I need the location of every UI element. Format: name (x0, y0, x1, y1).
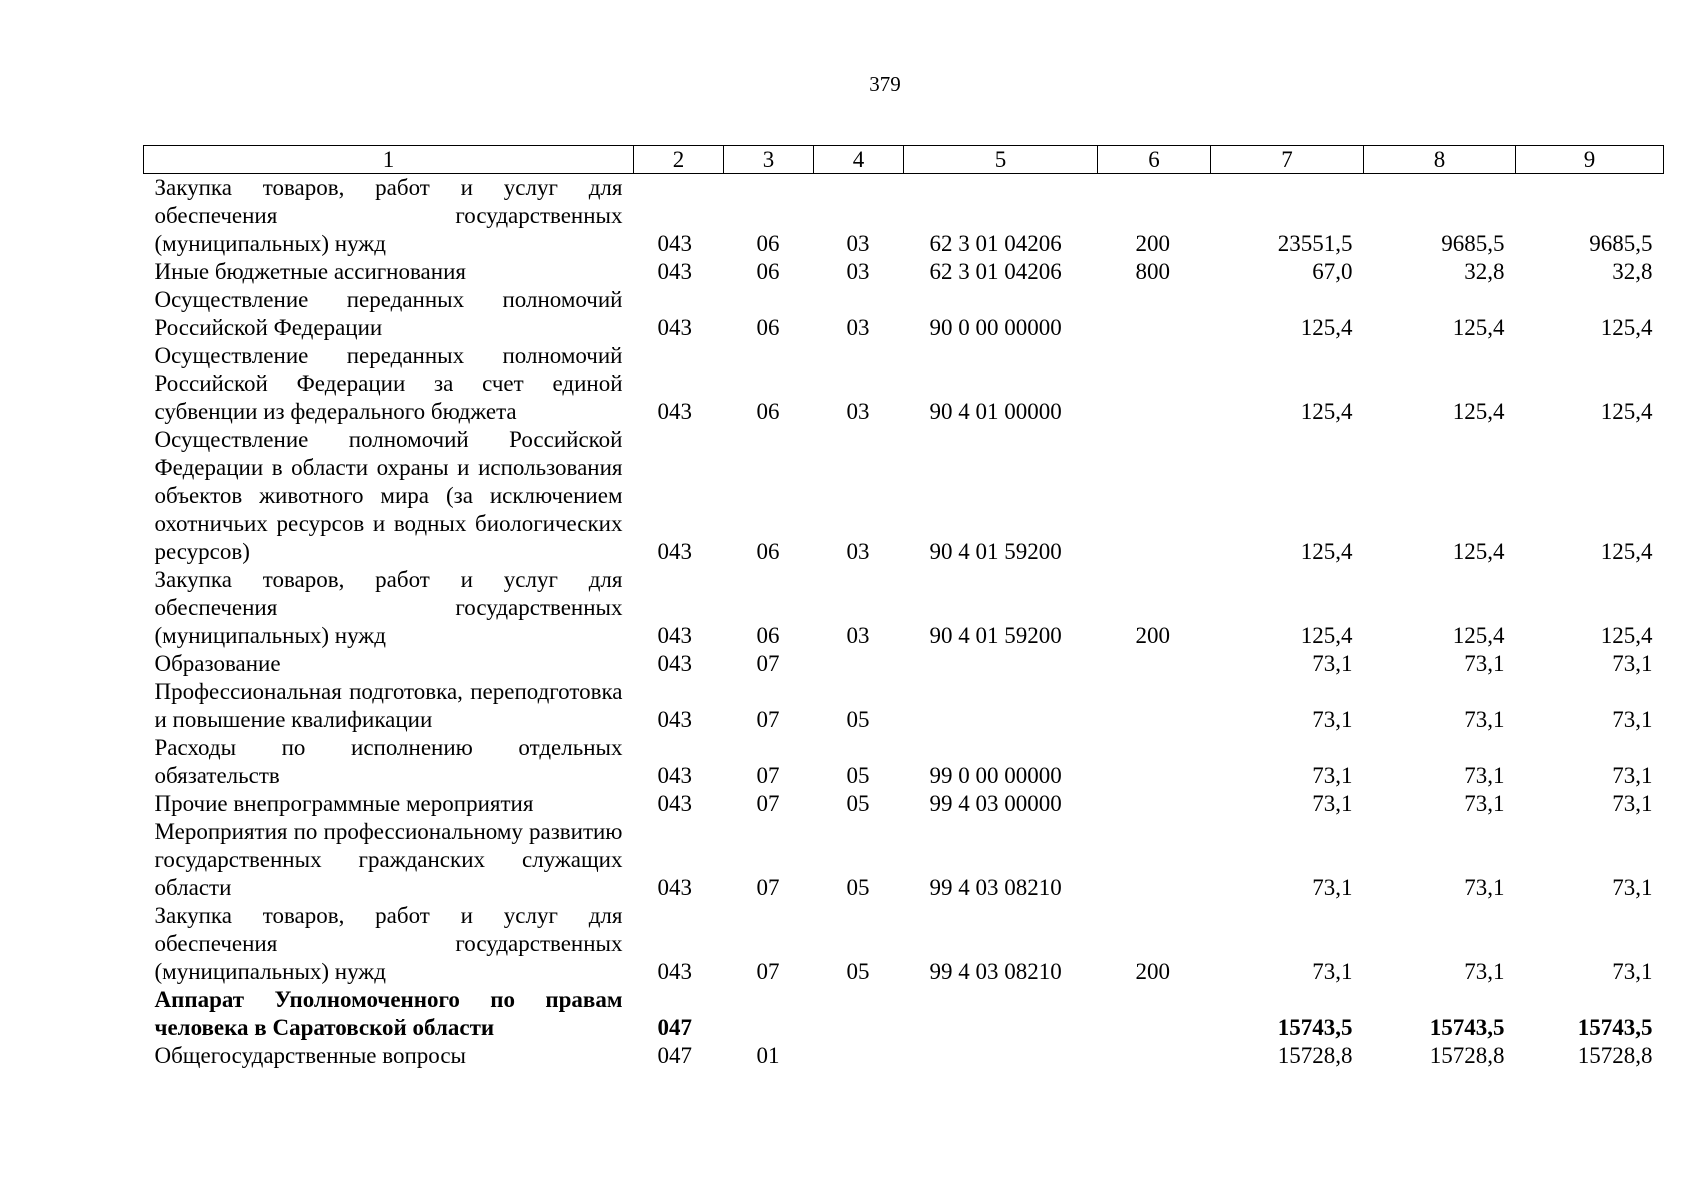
ministry-code-cell: 043 (657, 315, 692, 340)
expense-type-cell (1098, 818, 1211, 902)
amount-cell: 73,1 (1612, 651, 1653, 676)
expense-type-cell (1098, 1042, 1211, 1070)
expense-type-cell: 800 (1135, 259, 1170, 284)
subsection-code-cell: 03 (846, 259, 870, 284)
table-row (144, 986, 1664, 1042)
table-header-row (144, 146, 1664, 174)
amount-cell: 9685,5 (1589, 231, 1653, 256)
expense-name-cell: Мероприятия по профессиональному развитию государственных гражданских служащих области (154, 819, 623, 900)
amount-cell: 125,4 (1600, 539, 1653, 564)
section-code-cell: 07 (756, 651, 780, 676)
ministry-code-cell: 047 (657, 1043, 692, 1068)
expense-name-cell: Осуществление полномочий Российской Федерации в области охраны и использования объектов животного мира (за исключением охотничьих ресурсов и водных биологических ресурсов) (154, 427, 623, 564)
table-row (144, 818, 1664, 902)
column-header: 5 (904, 146, 1098, 174)
amount-cell: 73,1 (1464, 791, 1505, 816)
budget-table (143, 145, 1664, 1070)
subsection-code-cell: 05 (846, 763, 870, 788)
subsection-code-cell: 05 (846, 791, 870, 816)
section-code-cell: 06 (756, 399, 780, 424)
amount-cell: 73,1 (1312, 791, 1353, 816)
expense-name-cell: Аппарат Уполномоченного по правам человека в Саратовской области (154, 987, 623, 1040)
amount-cell: 9685,5 (1441, 231, 1505, 256)
subsection-code-cell: 03 (846, 399, 870, 424)
ministry-code-cell: 043 (657, 259, 692, 284)
expense-type-cell: 200 (1135, 231, 1170, 256)
target-article-cell (904, 1042, 1098, 1070)
table-row (144, 426, 1664, 566)
expense-type-cell (1098, 734, 1211, 790)
target-article-cell (904, 650, 1098, 678)
amount-cell: 15743,5 (1277, 1015, 1353, 1040)
amount-cell: 125,4 (1300, 623, 1353, 648)
subsection-code-cell: 03 (846, 231, 870, 256)
target-article-cell: 99 4 03 00000 (929, 791, 1062, 816)
ministry-code-cell: 043 (657, 539, 692, 564)
amount-cell: 15728,8 (1277, 1043, 1353, 1068)
expense-name-cell: Общегосударственные вопросы (154, 1043, 466, 1068)
amount-cell: 125,4 (1452, 315, 1505, 340)
subsection-code-cell: 05 (846, 959, 870, 984)
column-header: 1 (144, 146, 634, 174)
amount-cell: 67,0 (1312, 259, 1353, 284)
ministry-code-cell: 043 (657, 399, 692, 424)
amount-cell: 125,4 (1452, 539, 1505, 564)
table-row (144, 790, 1664, 818)
expense-type-cell (1098, 678, 1211, 734)
amount-cell: 125,4 (1300, 399, 1353, 424)
amount-cell: 73,1 (1464, 763, 1505, 788)
section-code-cell: 07 (756, 791, 780, 816)
ministry-code-cell: 043 (657, 623, 692, 648)
ministry-code-cell: 043 (657, 875, 692, 900)
expense-type-cell (1098, 286, 1211, 342)
column-header: 2 (634, 146, 724, 174)
subsection-code-cell: 05 (846, 875, 870, 900)
subsection-code-cell: 05 (846, 707, 870, 732)
ministry-code-cell: 043 (657, 651, 692, 676)
ministry-code-cell: 043 (657, 959, 692, 984)
expense-name-cell: Образование (154, 651, 281, 676)
amount-cell: 73,1 (1464, 707, 1505, 732)
table-row (144, 1042, 1664, 1070)
section-code-cell: 06 (756, 539, 780, 564)
expense-name-cell: Осуществление переданных полномочий Российской Федерации (154, 287, 623, 340)
subsection-code-cell (814, 986, 904, 1042)
subsection-code-cell: 03 (846, 315, 870, 340)
ministry-code-cell: 047 (657, 1015, 692, 1040)
amount-cell: 32,8 (1612, 259, 1653, 284)
amount-cell: 125,4 (1600, 315, 1653, 340)
expense-name-cell: Прочие внепрограммные мероприятия (154, 791, 534, 816)
table-row (144, 258, 1664, 286)
table-row (144, 286, 1664, 342)
amount-cell: 125,4 (1300, 539, 1353, 564)
ministry-code-cell: 043 (657, 791, 692, 816)
amount-cell: 125,4 (1452, 399, 1505, 424)
amount-cell: 73,1 (1464, 959, 1505, 984)
expense-type-cell (1098, 790, 1211, 818)
expense-type-cell (1098, 650, 1211, 678)
section-code-cell: 07 (756, 763, 780, 788)
amount-cell: 125,4 (1600, 399, 1653, 424)
column-header: 6 (1098, 146, 1211, 174)
amount-cell: 15743,5 (1429, 1015, 1505, 1040)
expense-type-cell: 200 (1135, 623, 1170, 648)
section-code-cell: 07 (756, 959, 780, 984)
column-header: 4 (814, 146, 904, 174)
amount-cell: 73,1 (1612, 707, 1653, 732)
table-body (144, 174, 1664, 1071)
section-code-cell: 06 (756, 231, 780, 256)
amount-cell: 73,1 (1312, 875, 1353, 900)
expense-name-cell: Расходы по исполнению отдельных обязательств (154, 735, 623, 788)
target-article-cell: 99 4 03 08210 (929, 959, 1062, 984)
subsection-code-cell (814, 1042, 904, 1070)
table-row (144, 342, 1664, 426)
section-code-cell: 01 (756, 1043, 780, 1068)
amount-cell: 23551,5 (1277, 231, 1353, 256)
amount-cell: 73,1 (1612, 763, 1653, 788)
target-article-cell (904, 678, 1098, 734)
amount-cell: 73,1 (1612, 875, 1653, 900)
section-code-cell (724, 986, 814, 1042)
target-article-cell (904, 986, 1098, 1042)
table-row (144, 174, 1664, 259)
amount-cell: 125,4 (1600, 623, 1653, 648)
amount-cell: 15728,8 (1429, 1043, 1505, 1068)
target-article-cell: 90 4 01 00000 (929, 399, 1062, 424)
expense-type-cell: 200 (1135, 959, 1170, 984)
subsection-code-cell (814, 650, 904, 678)
amount-cell: 73,1 (1312, 763, 1353, 788)
target-article-cell: 99 0 00 00000 (929, 763, 1062, 788)
amount-cell: 32,8 (1464, 259, 1505, 284)
expense-name-cell: Осуществление переданных полномочий Российской Федерации за счет единой субвенции из федерального бюджета (154, 343, 623, 424)
section-code-cell: 06 (756, 623, 780, 648)
amount-cell: 73,1 (1312, 707, 1353, 732)
amount-cell: 73,1 (1612, 959, 1653, 984)
target-article-cell: 90 0 00 00000 (929, 315, 1062, 340)
target-article-cell: 99 4 03 08210 (929, 875, 1062, 900)
target-article-cell: 62 3 01 04206 (929, 259, 1062, 284)
expense-type-cell (1098, 986, 1211, 1042)
expense-name-cell: Закупка товаров, работ и услуг для обеспечения государственных (муниципальных) нужд (154, 175, 623, 256)
page-number: 379 (869, 72, 901, 96)
subsection-code-cell: 03 (846, 539, 870, 564)
ministry-code-cell: 043 (657, 763, 692, 788)
amount-cell: 15743,5 (1577, 1015, 1653, 1040)
amount-cell: 125,4 (1300, 315, 1353, 340)
table-row (144, 734, 1664, 790)
section-code-cell: 06 (756, 315, 780, 340)
expense-type-cell (1098, 342, 1211, 426)
amount-cell: 73,1 (1312, 959, 1353, 984)
target-article-cell: 90 4 01 59200 (929, 539, 1062, 564)
ministry-code-cell: 043 (657, 231, 692, 256)
expense-type-cell (1098, 426, 1211, 566)
section-code-cell: 07 (756, 707, 780, 732)
amount-cell: 125,4 (1452, 623, 1505, 648)
section-code-cell: 07 (756, 875, 780, 900)
target-article-cell: 90 4 01 59200 (929, 623, 1062, 648)
expense-name-cell: Закупка товаров, работ и услуг для обеспечения государственных (муниципальных) нужд (154, 567, 623, 648)
table-row (144, 902, 1664, 986)
table-row (144, 678, 1664, 734)
amount-cell: 73,1 (1464, 875, 1505, 900)
section-code-cell: 06 (756, 259, 780, 284)
table-row (144, 650, 1664, 678)
expense-name-cell: Профессиональная подготовка, переподготовка и повышение квалификации (154, 679, 623, 732)
amount-cell: 73,1 (1312, 651, 1353, 676)
target-article-cell: 62 3 01 04206 (929, 231, 1062, 256)
expense-name-cell: Закупка товаров, работ и услуг для обеспечения государственных (муниципальных) нужд (154, 903, 623, 984)
column-header: 8 (1364, 146, 1516, 174)
column-header: 3 (724, 146, 814, 174)
subsection-code-cell: 03 (846, 623, 870, 648)
expense-name-cell: Иные бюджетные ассигнования (154, 259, 466, 284)
column-header: 9 (1516, 146, 1664, 174)
table-row (144, 566, 1664, 650)
ministry-code-cell: 043 (657, 707, 692, 732)
amount-cell: 73,1 (1464, 651, 1505, 676)
amount-cell: 15728,8 (1577, 1043, 1653, 1068)
amount-cell: 73,1 (1612, 791, 1653, 816)
column-header: 7 (1211, 146, 1364, 174)
